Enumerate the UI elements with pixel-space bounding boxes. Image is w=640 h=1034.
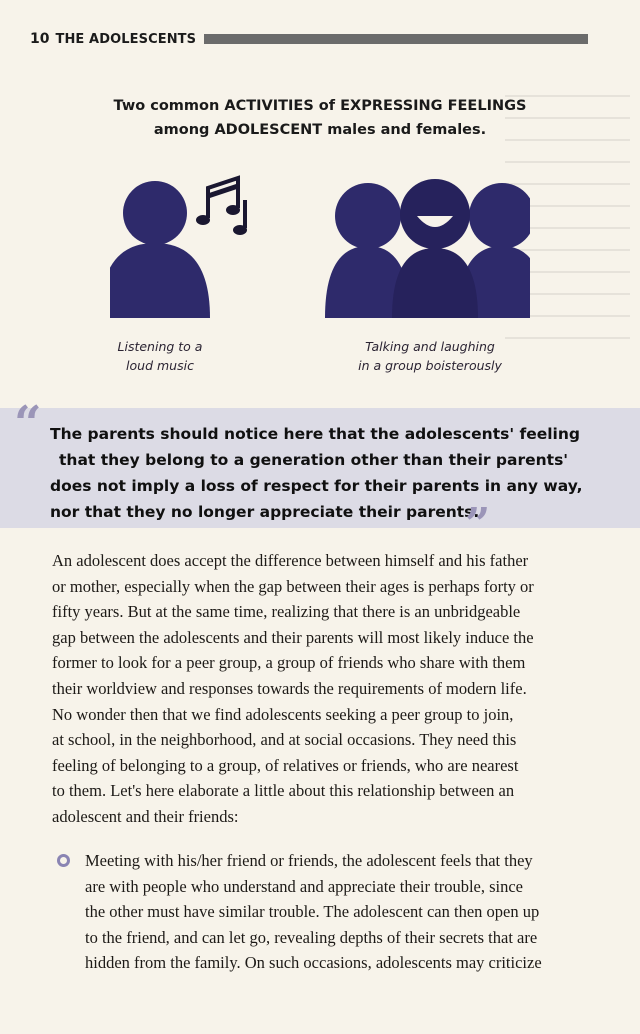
figure-title-line: Two common ACTIVITIES of EXPRESSING FEELINGS — [113, 98, 527, 114]
pull-quote-line: nor that they no longer appreciate their parents. — [50, 503, 480, 521]
caption-listening — [95, 337, 225, 375]
body-line: adolescent and their friends: — [52, 806, 239, 826]
bullet-line: hidden from the family. On such occasions, adolescents may criticize — [85, 953, 542, 973]
running-title: THE ADOLESCENTS — [55, 31, 197, 47]
pull-quote-line: The parents should notice here that the adolescents' feeling — [50, 425, 580, 443]
body-line: feeling of belonging to a group, of relatives or friends, who are nearest — [52, 755, 519, 775]
pull-quote — [50, 421, 630, 525]
pull-quote-line: does not imply a loss of respect for their parents in any way, — [50, 477, 583, 495]
caption-talking — [335, 337, 525, 375]
running-header — [30, 28, 588, 50]
body-line: at school, in the neighborhood, and at social occasions. They need this — [52, 730, 517, 750]
body-line: to them. Let's here elaborate a little about this relationship between an — [52, 781, 515, 801]
bullet-line: to the friend, and can let go, revealing depths of their secrets that are — [85, 927, 538, 947]
caption-line: Listening to a — [117, 339, 203, 354]
body-paragraph — [52, 548, 592, 830]
body-line: No wonder then that we find adolescents seeking a peer group to join, — [52, 704, 514, 724]
page-number: 10 — [30, 31, 50, 47]
body-line: or mother, especially when the gap between their ages is perhaps forty or — [52, 576, 534, 596]
activities-illustration — [110, 168, 530, 328]
open-quote-icon: “ — [14, 396, 42, 452]
body-line: gap between the adolescents and their parents will most likely induce the — [52, 627, 534, 647]
bullet-line: the other must have similar trouble. The adolescent can then open up — [85, 902, 540, 922]
caption-line: Talking and laughing — [365, 339, 495, 354]
figure-title-line: among ADOLESCENT males and females. — [153, 122, 487, 138]
person-listening-icon — [110, 181, 210, 318]
body-line: former to look for a peer group, a group of friends who share with them — [52, 653, 526, 673]
body-line: their worldview and responses towards the requirements of modern life. — [52, 678, 527, 698]
header-rule — [204, 34, 588, 44]
caption-line: loud music — [126, 358, 194, 373]
bullet-text — [85, 848, 595, 976]
caption-line: in a group boisterously — [358, 358, 502, 373]
body-line: An adolescent does accept the difference between himself and his father — [52, 551, 529, 570]
body-line: fifty years. But at the same time, realizing that there is an unbridgeable — [52, 602, 521, 622]
group-laughing-icon — [325, 179, 530, 318]
bullet-line: are with people who understand and appreciate their trouble, since — [85, 876, 523, 896]
bullet-ring-icon — [57, 854, 70, 867]
music-notes-icon — [196, 178, 247, 235]
bullet-line: Meeting with his/her friend or friends, the adolescent feels that they — [85, 851, 533, 870]
pull-quote-line: that they belong to a generation other than their parents' — [59, 451, 569, 469]
close-quote-icon: ” — [465, 499, 491, 550]
figure-title — [0, 94, 640, 142]
